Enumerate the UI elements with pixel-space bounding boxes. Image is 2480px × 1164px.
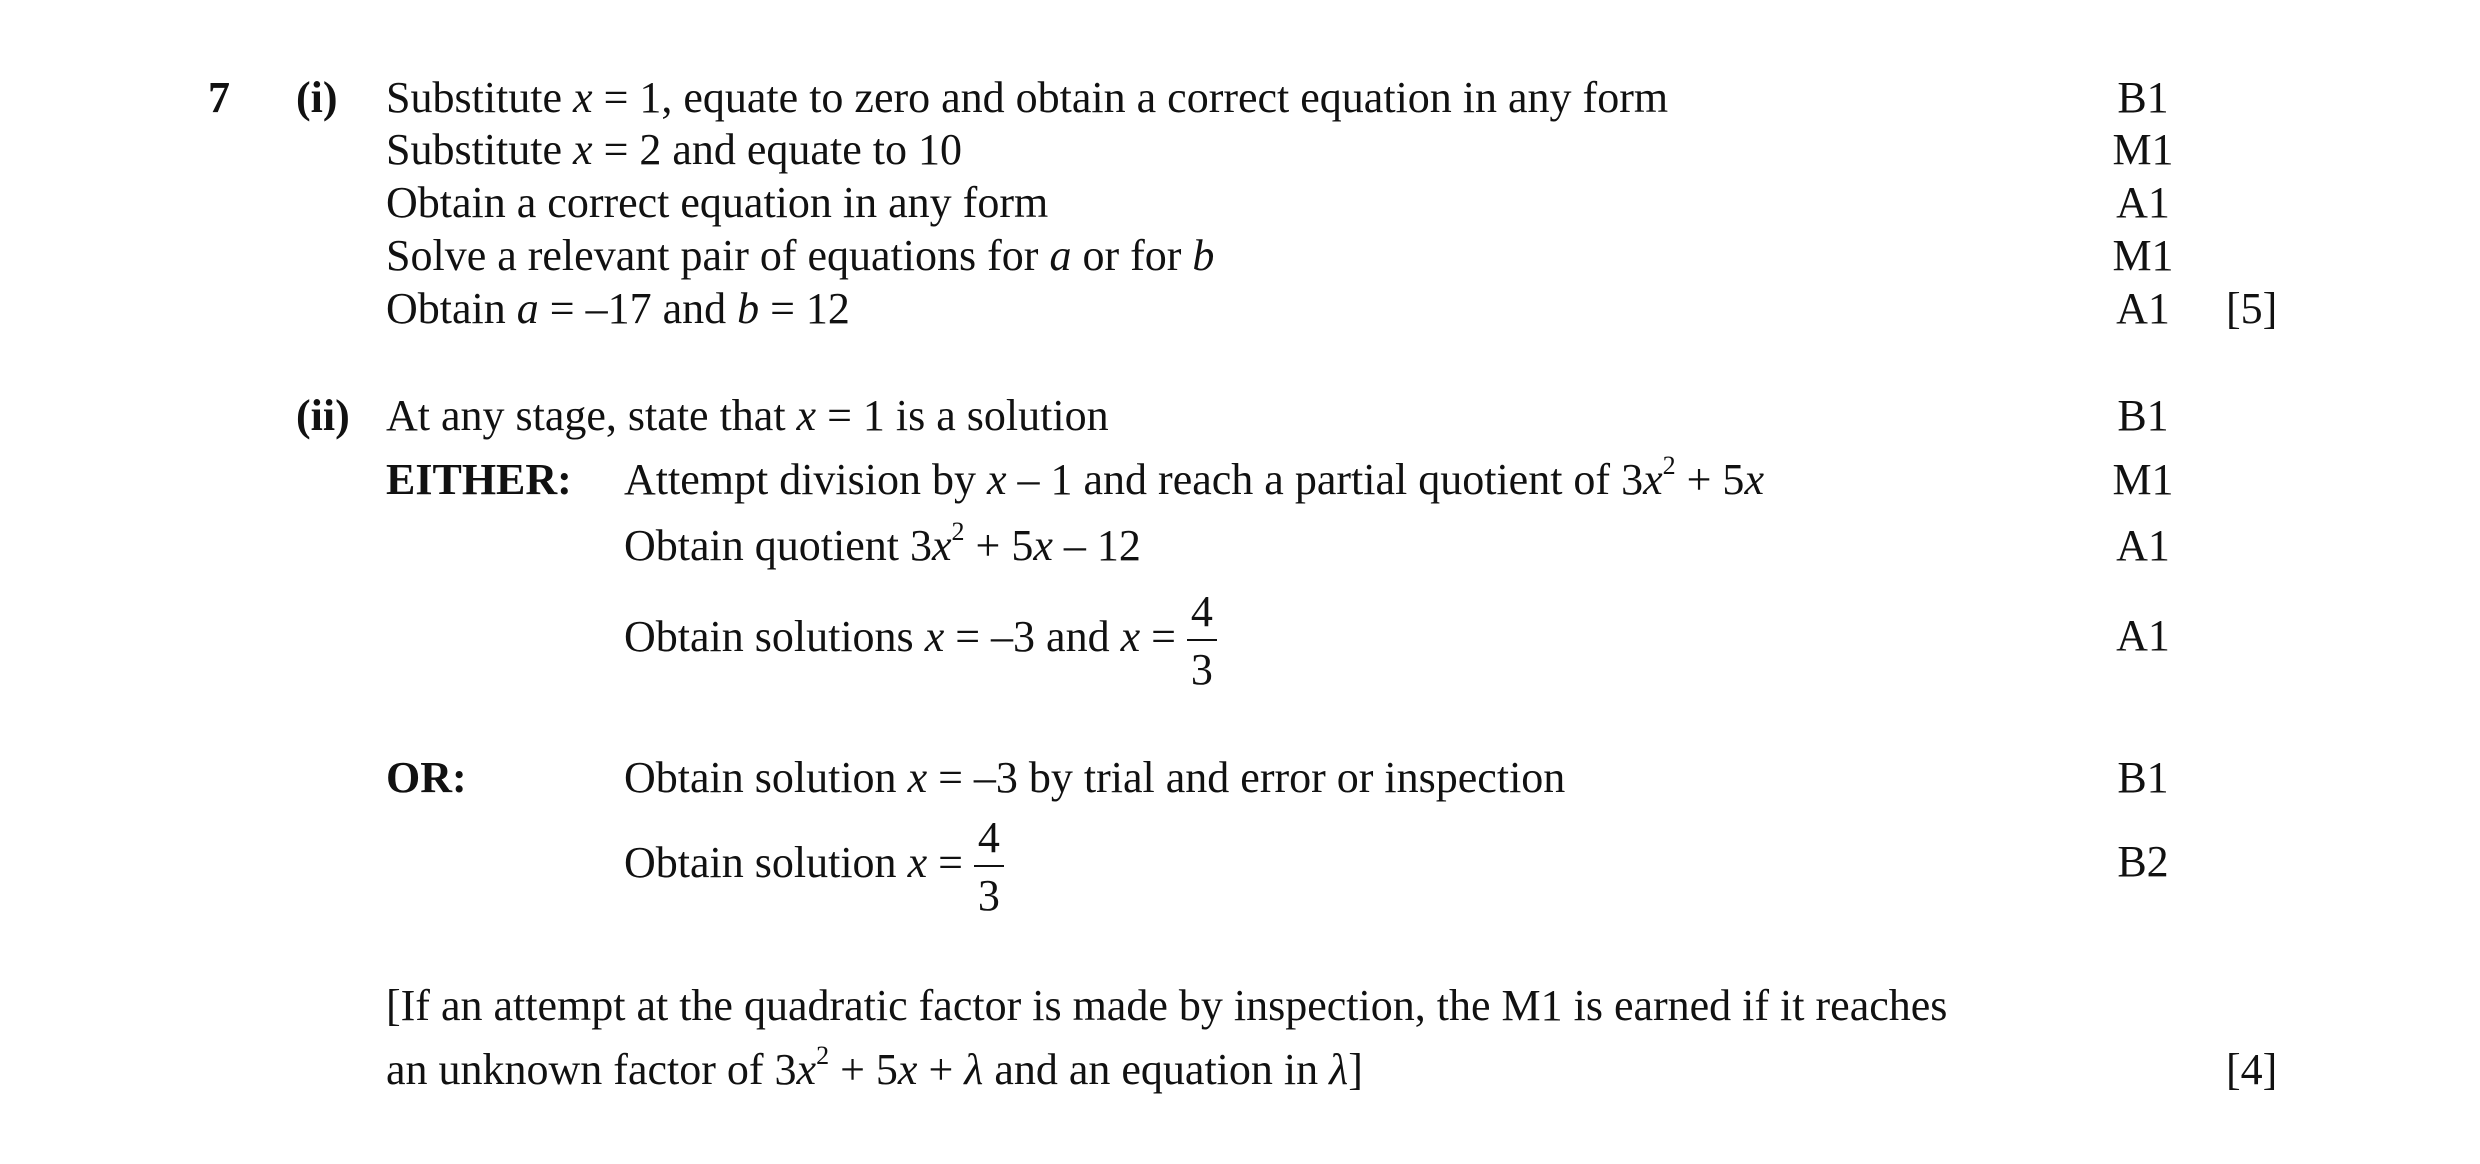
either-label: EITHER:: [386, 455, 572, 504]
question-number: 7: [208, 73, 230, 122]
part-i-total: [5]: [2226, 284, 2278, 333]
mark-either-3: A1: [2116, 611, 2170, 660]
part-ii-intro: At any stage, state that x = 1 is a solution: [386, 391, 1109, 440]
part-i-label: (i): [296, 73, 338, 122]
or-label: OR:: [386, 753, 467, 802]
or-line-2: Obtain solution x = $\frac{4}{3}$: [624, 808, 1004, 921]
mark-i-2: M1: [2112, 125, 2174, 174]
either-line-3: Obtain solutions x = –3 and x = $\frac{4}{3}$: [624, 582, 1217, 695]
fraction-four-thirds-or: $\frac{4}{3}$: [974, 813, 1004, 921]
mark-i-4: M1: [2112, 231, 2174, 280]
mark-or-2: B2: [2117, 837, 2169, 886]
mark-i-3: A1: [2116, 178, 2170, 227]
either-line-2: Obtain quotient $3x^2 + 5x - 12$: [624, 517, 1141, 570]
mark-either-1: M1: [2112, 455, 2174, 504]
partial-quotient-expr: $3x^2 + 5x$: [1621, 451, 1764, 504]
mark-either-2: A1: [2116, 521, 2170, 570]
mark-i-1: B1: [2117, 73, 2169, 122]
part-i-line-5: Obtain a = –17 and b = 12: [386, 284, 850, 333]
part-i-line-3: Obtain a correct equation in any form: [386, 178, 1049, 227]
part-i-line-4: Solve a relevant pair of equations for a or for b: [386, 231, 1215, 280]
mark-or-1: B1: [2117, 753, 2169, 802]
note-line-1: [If an attempt at the quadratic factor is made by inspection, the M1 is earned if it reaches: [386, 981, 1948, 1030]
part-ii-total: [4]: [2226, 1045, 2278, 1094]
either-line-1: Attempt division by x – 1 and reach a partial quotient of $3x^2 + 5x$: [624, 451, 1764, 504]
quotient-expr: $3x^2 + 5x - 12$: [909, 517, 1141, 570]
part-i-line-1: Substitute x = 1, equate to zero and obtain a correct equation in any form: [386, 73, 1669, 122]
part-i-line-2: Substitute x = 2 and equate to 10: [386, 125, 962, 174]
fraction-four-thirds: $\frac{4}{3}$: [1187, 587, 1217, 695]
part-ii-label: (ii): [296, 391, 350, 440]
mark-i-5: A1: [2116, 284, 2170, 333]
unknown-factor-expr: $3x^2 + 5x + \lambda$: [774, 1041, 984, 1094]
or-line-1: Obtain solution x = –3 by trial and error or inspection: [624, 753, 1566, 802]
note-line-2: an unknown factor of $3x^2 + 5x + \lambda$ and an equation in λ]: [386, 1041, 1363, 1094]
mark-ii-intro: B1: [2117, 391, 2169, 440]
